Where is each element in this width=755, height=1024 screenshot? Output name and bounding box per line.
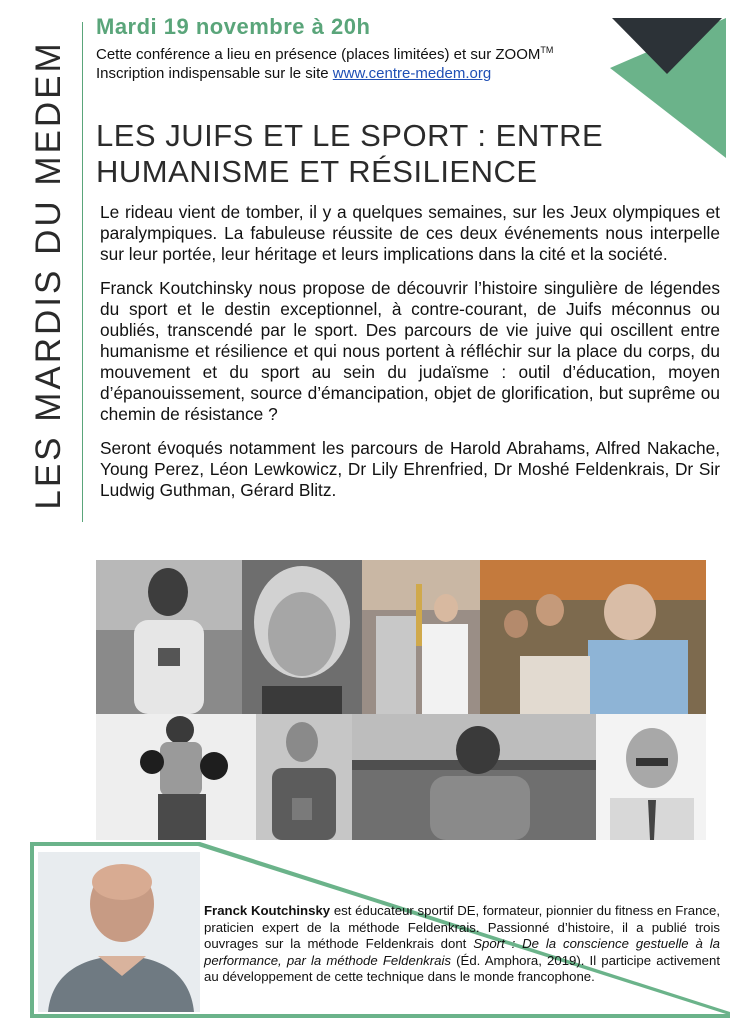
photo-collage [96,560,706,840]
photo-swimmer [352,714,596,840]
series-vertical-title [18,36,80,514]
speaker-name: Franck Koutchinsky [204,903,331,918]
paragraph-intro: Le rideau vient de tomber, il y a quelques semaines, sur les Jeux olympiques et paralympiques. La fabuleuse réussite de ces deux événements nous interpelle sur leur portée, leur héritage et leurs implications dans la cité et la société. [100,202,720,264]
title-line-2: HUMANISME ET RÉSILIENCE [96,154,538,189]
trademark-mark: TM [540,45,554,55]
event-format-text: Cette conférence a lieu en présence (places limitées) et sur ZOOM [96,46,541,63]
paragraph-details: Franck Koutchinsky nous propose de découvrir l’histoire singulière de légendes du sport et le destin exceptionnel, à contre-courant, de Juifs méconnus ou oubliés, transcendé par le sport. Des parcours de vie juive qui oscillent entre humanisme et résilience et qui nous portent à réfléchir sur la place du corps, du mouvement et du sport au sein du judaïsme : outil d’éducation, moyen d’épanouissement, source d’émancipation, objet de glorification, but suprême ou chemin de résistance ? [100,278,720,424]
speaker-bio [204,903,720,986]
photo-boxer [96,714,256,840]
conference-title [96,118,616,190]
paragraph-names: Seront évoqués notamment les parcours de Harold Abrahams, Alfred Nakache, Young Perez, Léon Lewkowicz, Dr Lily Ehrenfried, Dr Moshé Feldenkrais, Dr Sir Ludwig Guthman, Gérard Blitz. [100,438,720,500]
photo-athlete [256,714,352,840]
photo-lecturer [480,560,706,714]
conference-description [100,202,720,514]
bio-book-title: Sport : De la conscience gestuelle à la performance, par la méthode Feldenkrais [204,936,720,968]
event-format-info [96,45,553,63]
registration-info [96,65,491,82]
photo-doctor [596,714,706,840]
speaker-portrait [38,852,200,1012]
registration-text: Inscription indispensable sur le site [96,65,333,82]
bio-text-part1: est éducateur sportif DE, formateur, pionnier du fitness en France, praticien expert de la méthode Feldenkrais. Passionné d’histoire, il a publié trois ouvrages sur la méthode Feldenkrais dont [204,903,720,952]
decorative-triangles [610,14,726,158]
event-date: Mardi 19 novembre à 20h [96,14,371,39]
vertical-divider [82,22,83,522]
photo-runner [96,560,242,714]
photo-woman [242,560,362,714]
website-link[interactable]: www.centre-medem.org [332,65,492,82]
title-line-1: LES JUIFS ET LE SPORT : ENTRE [96,118,604,153]
bio-text-part2: (Éd. Amphora, 2019). Il participe activement au développement de cette technique dans le monde francophone. [204,952,720,985]
series-name: LES MARDIS DU MEDEM [29,40,68,510]
photo-torch [362,560,480,714]
